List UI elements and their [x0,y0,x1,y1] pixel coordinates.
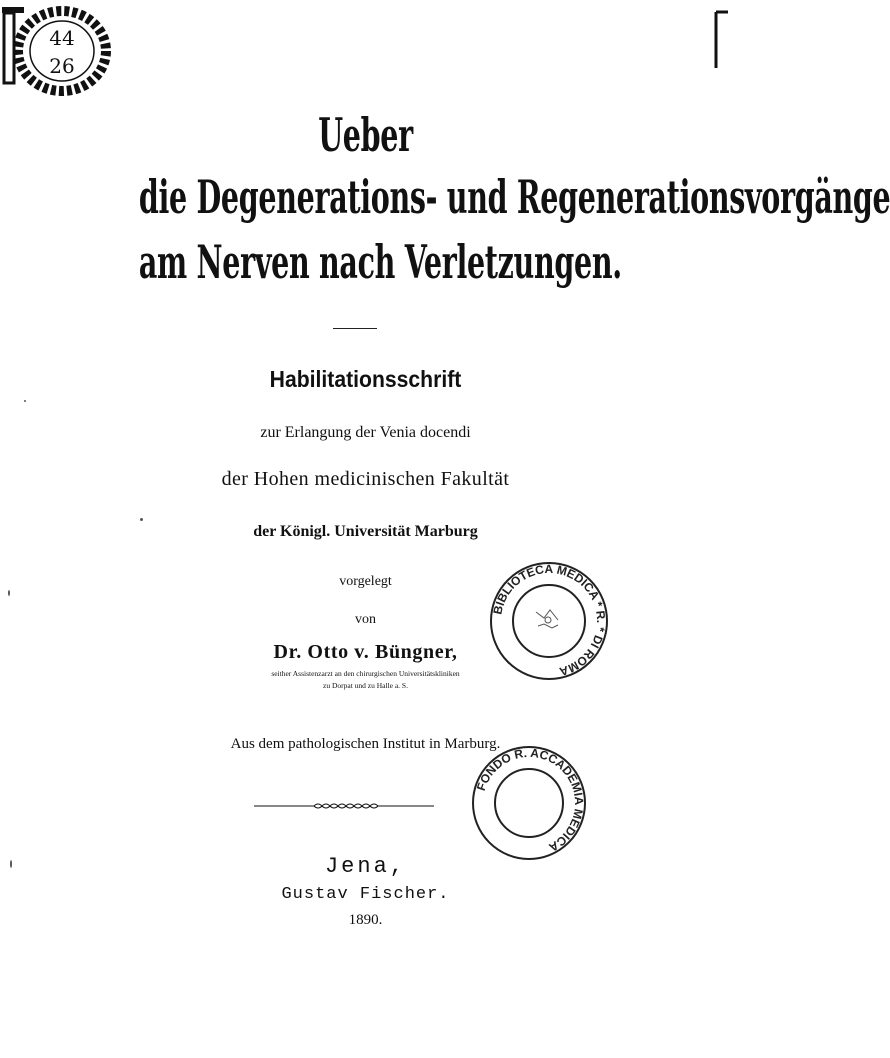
purpose-line-2: der Hohen medicinischen Fakultät [221,468,510,490]
scan-speck [8,590,10,596]
imprint-publisher: Gustav Fischer. [281,885,450,904]
crest-icon [536,610,558,628]
scan-speck [140,518,143,521]
accademia-stamp-text: FONDO R. ACCADEMIA MEDICA [473,745,587,855]
edge-mark-right [712,10,732,70]
title-line-3: am Nerven nach Verletzungen. [138,235,622,289]
institute-line: Aus dem pathologischen Institut in Marburg. [230,736,501,752]
library-stamp-top-left [2,5,112,97]
author-name: Dr. Otto v. Büngner, [273,641,458,663]
imprint-city: Jena, [324,854,406,879]
purpose-line-1: zur Erlangung der Venia docendi [260,424,471,441]
title-line-1: Ueber [318,108,413,162]
biblioteca-stamp-text: BIBLIOTECA MEDICA * R. * DI ROMA [490,561,609,679]
scan-speck [10,860,12,868]
biblioteca-medica-stamp [488,560,610,682]
affiliation-line-1: seither Assistenzarzt an den chirurgischen Universitätskliniken [271,669,460,678]
subtitle: Habilitationsschrift [269,366,462,392]
ornamental-rule [254,800,434,812]
scan-speck [24,400,26,402]
title-line-2: die Degenerations- und Regenerationsvorgänge [138,170,890,224]
stamp-number-top: 44 [49,26,75,50]
presented-label: vorgelegt [339,574,392,589]
purpose-line-3: der Königl. Universität Marburg [253,523,478,540]
by-label: von [355,612,376,627]
stamp-number-bottom: 26 [49,54,75,78]
title-divider [333,328,377,329]
accademia-medica-stamp [470,744,588,862]
affiliation-line-2: zu Dorpat und zu Halle a. S. [323,681,408,690]
imprint-year: 1890. [348,912,383,928]
